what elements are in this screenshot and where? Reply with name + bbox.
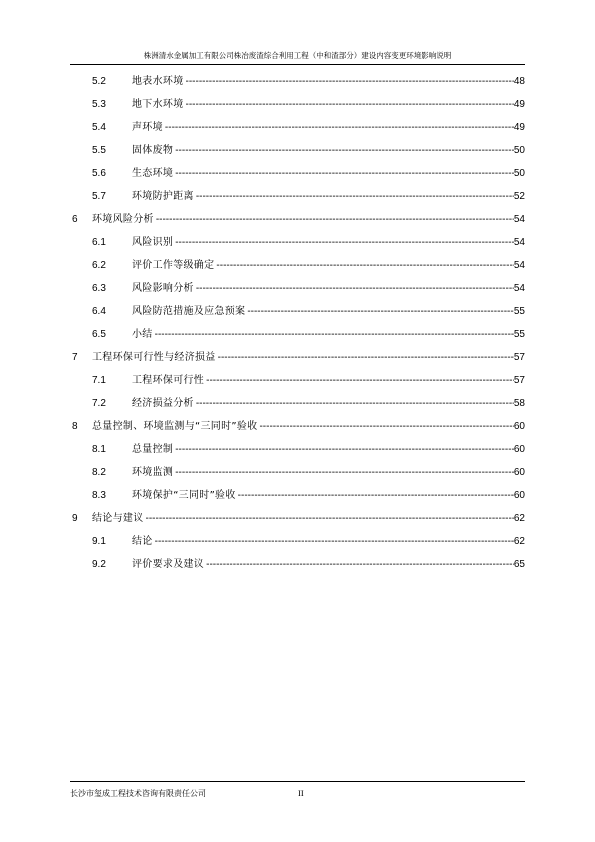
toc-entry-title: 工程环保可行性: [132, 375, 205, 386]
toc-entry-page: 57: [513, 375, 525, 386]
toc-entry-page: 49: [513, 122, 525, 133]
toc-dot-leader: [165, 116, 514, 139]
toc-entry-line: [132, 277, 525, 300]
toc-entry-number: 9.2: [92, 559, 106, 570]
toc-entry-line: [92, 346, 525, 369]
footer-divider: [70, 781, 525, 782]
toc-section-entry[interactable]: [70, 553, 525, 576]
toc-entry-line: [92, 507, 525, 530]
toc-entry-number: 7.1: [92, 375, 106, 386]
toc-section-entry[interactable]: [70, 116, 525, 139]
toc-entry-page: 50: [513, 168, 525, 179]
toc-entry-line: [132, 553, 525, 576]
toc-section-entry[interactable]: [70, 484, 525, 507]
toc-entry-page: 55: [513, 329, 525, 340]
toc-entry-line: [132, 70, 525, 93]
toc-entry-line: [132, 530, 525, 553]
toc-entry-line: [132, 116, 525, 139]
toc-entry-page: 57: [513, 352, 525, 363]
toc-chapter-entry[interactable]: [70, 208, 525, 231]
toc-entry-number: 8.2: [92, 467, 106, 478]
toc-section-entry[interactable]: [70, 254, 525, 277]
toc-entry-number: 6.3: [92, 283, 106, 294]
toc-entry-number: 5.7: [92, 191, 106, 202]
toc-entry-number: 5.6: [92, 168, 106, 179]
toc-entry-line: [132, 392, 525, 415]
toc-dot-leader: [175, 461, 514, 484]
toc-entry-page: 60: [513, 444, 525, 455]
toc-entry-number: 8: [72, 421, 78, 432]
toc-entry-line: [92, 415, 525, 438]
toc-entry-page: 65: [513, 559, 525, 570]
footer-page-number: II: [298, 788, 304, 798]
toc-entry-number: 5.2: [92, 76, 106, 87]
toc-entry-line: [132, 300, 525, 323]
toc-entry-page: 48: [513, 76, 525, 87]
table-of-contents: [70, 70, 525, 576]
toc-entry-line: [132, 162, 525, 185]
toc-entry-page: 54: [513, 237, 525, 248]
toc-entry-line: [132, 93, 525, 116]
toc-entry-page: 62: [513, 536, 525, 547]
toc-section-entry[interactable]: [70, 369, 525, 392]
toc-section-entry[interactable]: [70, 93, 525, 116]
toc-entry-title: 评价工作等级确定: [132, 260, 215, 271]
toc-dot-leader: [206, 369, 514, 392]
toc-section-entry[interactable]: [70, 323, 525, 346]
toc-entry-line: [132, 139, 525, 162]
toc-dot-leader: [175, 231, 514, 254]
toc-entry-title: 结论与建议: [92, 513, 144, 524]
toc-entry-number: 9: [72, 513, 78, 524]
toc-entry-line: [132, 254, 525, 277]
toc-entry-page: 54: [513, 260, 525, 271]
toc-entry-title: 固体废物: [132, 145, 174, 156]
toc-entry-number: 6.5: [92, 329, 106, 340]
header-divider: [70, 64, 525, 65]
toc-entry-title: 声环境: [132, 122, 163, 133]
toc-dot-leader: [206, 553, 514, 576]
toc-entry-title: 地表水环境: [132, 76, 184, 87]
toc-dot-leader: [196, 392, 514, 415]
toc-dot-leader: [216, 254, 513, 277]
toc-entry-line: [132, 323, 525, 346]
toc-section-entry[interactable]: [70, 139, 525, 162]
toc-entry-number: 5.3: [92, 99, 106, 110]
toc-entry-number: 7.2: [92, 398, 106, 409]
toc-entry-page: 49: [513, 99, 525, 110]
toc-section-entry[interactable]: [70, 461, 525, 484]
toc-dot-leader: [218, 346, 514, 369]
toc-entry-page: 60: [513, 421, 525, 432]
toc-entry-title: 结论: [132, 536, 153, 547]
toc-chapter-entry[interactable]: [70, 507, 525, 530]
toc-entry-title: 环境风险分析: [92, 214, 154, 225]
toc-entry-line: [132, 484, 525, 507]
toc-entry-page: 58: [513, 398, 525, 409]
toc-entry-title: 环境保护“三同时”验收: [132, 490, 236, 501]
toc-dot-leader: [175, 438, 514, 461]
toc-entry-title: 环境防护距离: [132, 191, 194, 202]
toc-entry-number: 6.1: [92, 237, 106, 248]
toc-section-entry[interactable]: [70, 70, 525, 93]
toc-section-entry[interactable]: [70, 438, 525, 461]
toc-chapter-entry[interactable]: [70, 346, 525, 369]
page-header-title: 株洲清水金属加工有限公司株冶废渣综合利用工程（中和渣部分）建设内容变更环境影响说明: [143, 51, 452, 60]
toc-entry-line: [132, 231, 525, 254]
toc-entry-number: 6: [72, 214, 78, 225]
toc-section-entry[interactable]: [70, 530, 525, 553]
toc-entry-page: 54: [513, 214, 525, 225]
toc-entry-line: [132, 438, 525, 461]
toc-entry-number: 5.4: [92, 122, 106, 133]
toc-entry-line: [132, 369, 525, 392]
footer-company: 长沙市玺成工程技术咨询有限责任公司: [70, 789, 206, 798]
toc-entry-title: 小结: [132, 329, 153, 340]
toc-dot-leader: [259, 415, 513, 438]
toc-entry-page: 62: [513, 513, 525, 524]
toc-entry-number: 6.4: [92, 306, 106, 317]
toc-entry-title: 生态环境: [132, 168, 174, 179]
toc-entry-number: 7: [72, 352, 78, 363]
toc-entry-page: 60: [513, 490, 525, 501]
toc-entry-page: 54: [513, 283, 525, 294]
toc-entry-title: 风险影响分析: [132, 283, 194, 294]
toc-section-entry[interactable]: [70, 392, 525, 415]
toc-entry-title: 总量控制、环境监测与“三同时”验收: [92, 421, 258, 432]
toc-dot-leader: [146, 507, 514, 530]
toc-chapter-entry[interactable]: [70, 415, 525, 438]
toc-entry-title: 工程环保可行性与经济损益: [92, 352, 216, 363]
toc-dot-leader: [196, 185, 514, 208]
toc-entry-title: 风险防范措施及应急预案: [132, 306, 246, 317]
toc-dot-leader: [155, 323, 514, 346]
toc-section-entry[interactable]: [70, 277, 525, 300]
toc-dot-leader: [175, 162, 514, 185]
toc-entry-number: 8.1: [92, 444, 106, 455]
toc-entry-page: 52: [513, 191, 525, 202]
toc-entry-title: 地下水环境: [132, 99, 184, 110]
toc-entry-page: 60: [513, 467, 525, 478]
toc-entry-number: 8.3: [92, 490, 106, 501]
toc-entry-line: [132, 185, 525, 208]
toc-dot-leader: [196, 277, 514, 300]
toc-section-entry[interactable]: [70, 162, 525, 185]
toc-dot-leader: [247, 300, 514, 323]
toc-dot-leader: [155, 530, 514, 553]
toc-entry-title: 环境监测: [132, 467, 174, 478]
toc-entry-page: 50: [513, 145, 525, 156]
toc-entry-title: 风险识别: [132, 237, 174, 248]
toc-section-entry[interactable]: [70, 185, 525, 208]
toc-entry-line: [92, 208, 525, 231]
toc-section-entry[interactable]: [70, 300, 525, 323]
toc-entry-title: 评价要求及建议: [132, 559, 205, 570]
toc-dot-leader: [238, 484, 514, 507]
toc-entry-line: [132, 461, 525, 484]
toc-entry-page: 55: [513, 306, 525, 317]
toc-dot-leader: [186, 70, 514, 93]
toc-entry-number: 5.5: [92, 145, 106, 156]
toc-dot-leader: [186, 93, 514, 116]
toc-entry-title: 经济损益分析: [132, 398, 194, 409]
toc-dot-leader: [156, 208, 514, 231]
toc-section-entry[interactable]: [70, 231, 525, 254]
toc-entry-title: 总量控制: [132, 444, 174, 455]
toc-entry-number: 6.2: [92, 260, 106, 271]
toc-dot-leader: [175, 139, 514, 162]
toc-entry-number: 9.1: [92, 536, 106, 547]
